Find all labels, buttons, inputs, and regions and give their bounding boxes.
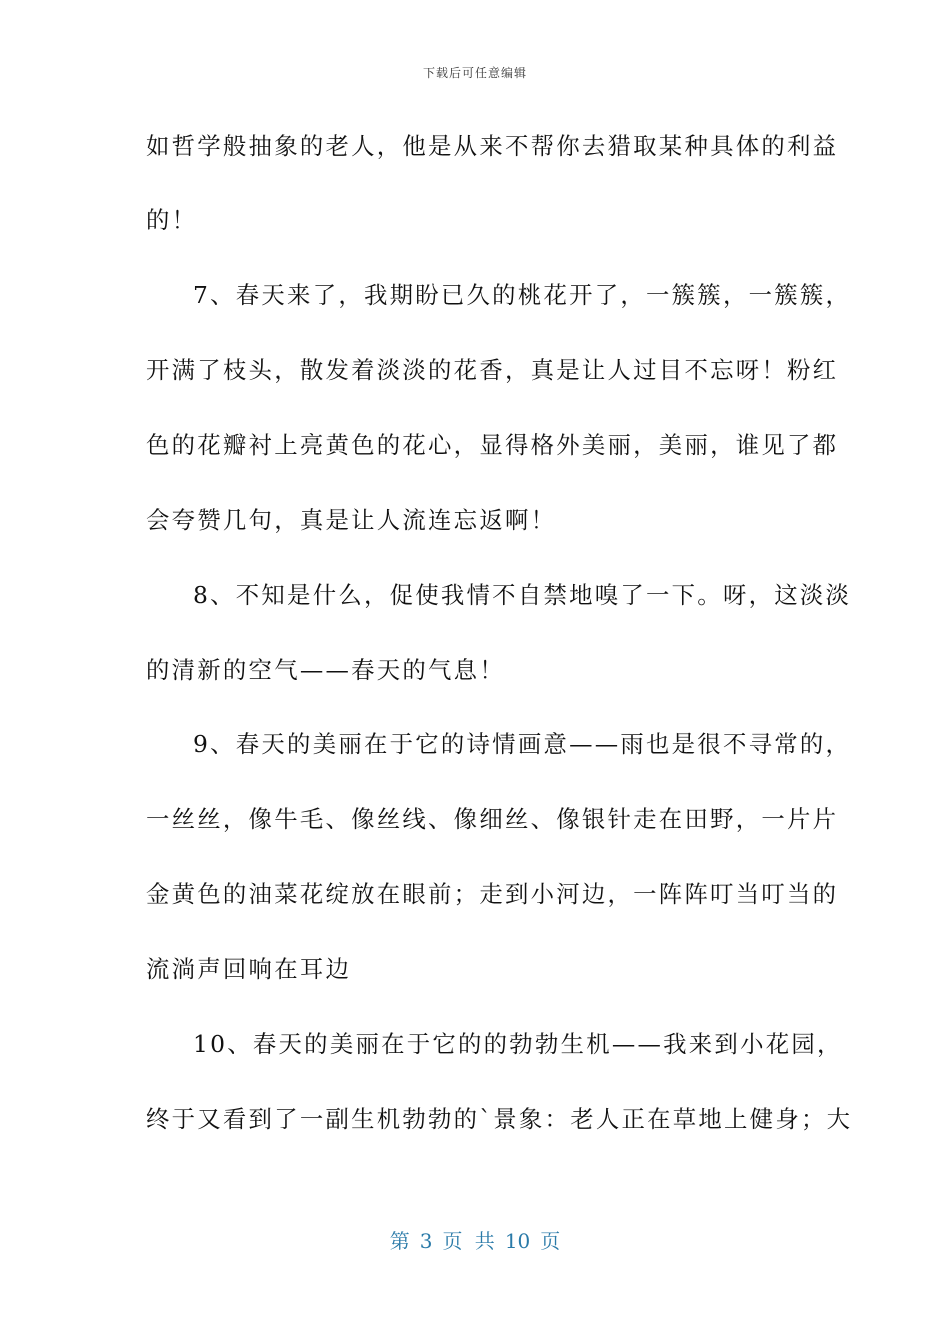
text-line: 开满了枝头，散发着淡淡的花香，真是让人过目不忘呀！粉红 <box>146 356 839 384</box>
text-line: 流淌声回响在耳边 <box>146 955 352 983</box>
text-line: 终于又看到了一副生机勃勃的`景象：老人正在草地上健身；大 <box>146 1105 853 1133</box>
paragraph-8-start: 8、不知是什么，促使我情不自禁地嗅了一下。呀，这淡淡 <box>193 581 852 609</box>
text-line: 色的花瓣衬上亮黄色的花心，显得格外美丽，美丽，谁见了都 <box>146 431 839 459</box>
text-line: 如哲学般抽象的老人，他是从来不帮你去猎取某种具体的利益 <box>146 132 839 160</box>
paragraph-9-start: 9、春天的美丽在于它的诗情画意——雨也是很不寻常的， <box>193 730 852 758</box>
footer-middle: 页 共 <box>442 1229 495 1253</box>
text-line: 会夸赞几句，真是让人流连忘返啊！ <box>146 506 557 534</box>
page-footer <box>0 1225 950 1254</box>
footer-suffix: 页 <box>540 1229 561 1253</box>
paragraph-10-start: 10、春天的美丽在于它的的勃勃生机——我来到小花园， <box>193 1030 843 1058</box>
footer-prefix: 第 <box>389 1229 410 1253</box>
paragraph-7-start: 7、春天来了，我期盼已久的桃花开了，一簇簇，一簇簇， <box>193 281 852 309</box>
text-line: 的！ <box>146 206 198 234</box>
text-line: 金黄色的油菜花绽放在眼前；走到小河边，一阵阵叮当叮当的 <box>146 880 839 908</box>
text-line: 一丝丝，像牛毛、像丝线、像细丝、像银针走在田野，一片片 <box>146 805 839 833</box>
text-line: 的清新的空气——春天的气息！ <box>146 656 505 684</box>
page-number: 3 <box>419 1229 433 1253</box>
total-pages: 10 <box>504 1229 531 1253</box>
page-header-note: 下载后可任意编辑 <box>422 66 527 80</box>
